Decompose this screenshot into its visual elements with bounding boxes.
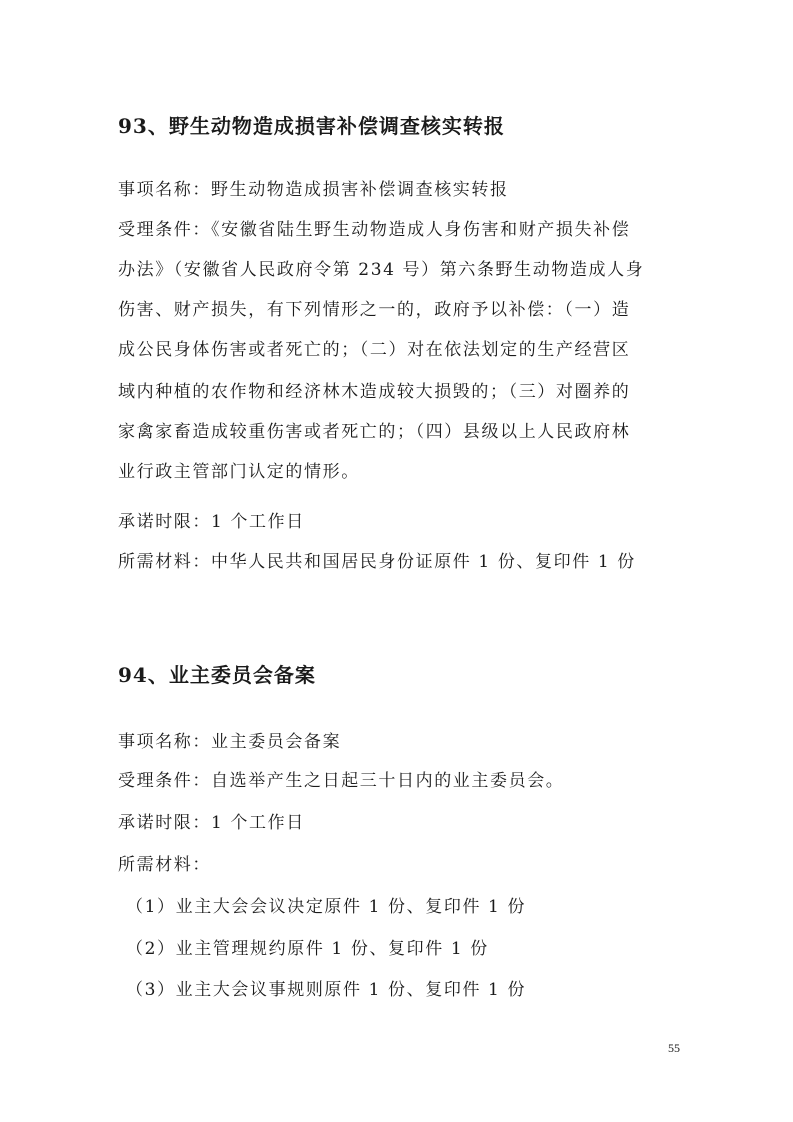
section-93-conditions-line: 受理条件：《安徽省陆生野生动物造成人身伤害和财产损失补偿 (118, 220, 631, 240)
section-94-material-item: （2）业主管理规约原件 1 份、复印件 1 份 (126, 939, 489, 959)
section-93-conditions-line: 伤害、财产损失，有下列情形之一的，政府予以补偿：（一）造 (118, 300, 631, 320)
section-93-conditions-line: 域内种植的农作物和经济林木造成较大损毁的；（三）对圈养的 (118, 382, 631, 402)
section-94-title: 94、业主委员会备案 (118, 663, 316, 687)
section-93-conditions-line: 家禽家畜造成较重伤害或者死亡的；（四）县级以上人民政府林 (118, 422, 631, 442)
section-93-title: 93、野生动物造成损害补偿调查核实转报 (118, 114, 505, 138)
section-94-item-name: 事项名称：业主委员会备案 (118, 732, 342, 752)
section-93-conditions-line: 成公民身体伤害或者死亡的；（二）对在依法划定的生产经营区 (118, 340, 631, 360)
page-number: 55 (668, 1041, 680, 1055)
section-94-material-item: （1）业主大会会议决定原件 1 份、复印件 1 份 (126, 897, 527, 917)
section-94-material-item: （3）业主大会议事规则原件 1 份、复印件 1 份 (126, 980, 527, 1000)
section-94-conditions: 受理条件：自选举产生之日起三十日内的业主委员会。 (118, 771, 565, 791)
section-93-time-limit: 承诺时限：1 个工作日 (118, 512, 305, 532)
section-93-materials: 所需材料：中华人民共和国居民身份证原件 1 份、复印件 1 份 (118, 552, 636, 572)
section-94-materials-label: 所需材料： (118, 855, 211, 875)
section-93-item-name: 事项名称：野生动物造成损害补偿调查核实转报 (118, 180, 509, 200)
section-93-conditions-line: 业行政主管部门认定的情形。 (118, 462, 360, 482)
section-93-conditions-line: 办法》（安徽省人民政府令第 234 号）第六条野生动物造成人身 (118, 260, 645, 280)
section-94-time-limit: 承诺时限：1 个工作日 (118, 813, 305, 833)
